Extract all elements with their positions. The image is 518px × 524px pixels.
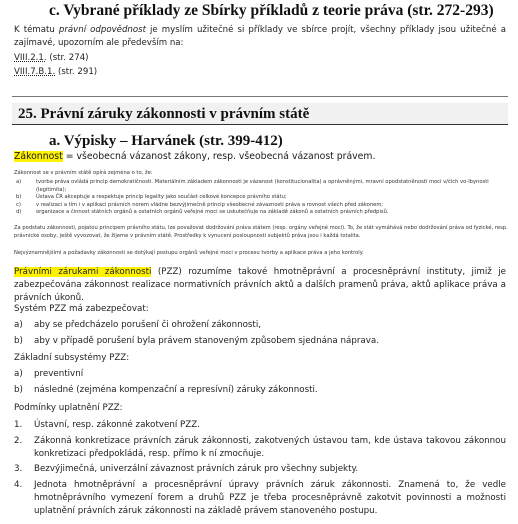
system-label: Systém PZZ má zabezpečovat: <box>14 304 149 314</box>
list-text: následné (zejména kompenzační a represívní) záruky zákonnosti. <box>34 384 318 395</box>
reference-page: (str. 291) <box>55 67 98 77</box>
pzz-text: (PZZ) rozumíme takové hmotněprávní a procesněprávní instituty, jimiž je zabezpečována zákonnost realizace normativních právních aktů a dalších pramenů práva, aktů aplikace práva a právních úkonů. <box>14 267 507 303</box>
definition-text: = všeobecná vázanost zákony, resp. všeobecná vázanost právem. <box>62 151 376 162</box>
list-text: Jednota hmotněprávní a procesněprávní úpravy právních záruk zákonnosti. Znamená to, že vedle hmotněprávního vymezení forem a druhů PZZ je třeba procesněprávně zakotvit povinnosti a možnosti uplatnění právních záruk zákonnosti na základě právem stanoveného postupu. <box>34 479 506 516</box>
small-paragraph: Nejvýznamnějšími a požadavky zákonnosti se dotýkají postupu orgánů veřejné moci v procesu tvorby a aplikace práva a jeho kontroly. <box>14 250 364 256</box>
list-text: tvorba práva ovládá princip demokratičnosti. Materiálním základem zákonnosti je vázanost (konstitucionalita) a oprávněnými, mravní opodstatněností moci v/čích vo-lbynosti (legitimita); <box>36 179 489 193</box>
small-list <box>14 179 510 217</box>
list-item <box>14 385 506 401</box>
intro-before: K tématu <box>14 25 59 35</box>
list-marker: b) <box>14 335 23 346</box>
list-marker: d) <box>16 209 22 215</box>
list-marker: b) <box>14 384 23 395</box>
pzz-term: Právními zárukami zákonnosti <box>14 267 152 277</box>
list-marker: a) <box>16 179 22 185</box>
reference-page: (str. 274) <box>46 53 89 63</box>
subsection-a-heading: a. Výpisky – Harvánek (str. 399-412) <box>49 133 283 149</box>
intro-emphasis: právní odpovědnost <box>58 25 146 35</box>
subsystems-label: Základní subsystémy PZZ: <box>14 353 130 363</box>
small-list-item <box>14 202 510 210</box>
list-text: preventivní <box>34 369 84 379</box>
list-marker: c) <box>16 201 21 208</box>
list-item <box>14 369 506 385</box>
system-list <box>14 320 506 351</box>
list-marker: b) <box>16 194 22 200</box>
pzz-definition <box>14 266 506 305</box>
small-list-item <box>14 209 510 217</box>
list-item <box>14 419 506 432</box>
reference-code[interactable]: VIII.2.1. <box>14 53 47 63</box>
list-marker: a) <box>14 369 23 379</box>
definition-term: Zákonnost <box>14 151 63 162</box>
list-text: organizace a činnost státních orgánů a ostatních orgánů veřejné moci se uskutečňuje na základě zákonů a ostatních právních předpisů. <box>36 209 389 215</box>
list-item <box>14 463 506 476</box>
section-c-heading: c. Vybrané příklady ze Sbírky příkladů z teorie práva (str. 272-293) <box>49 2 494 19</box>
definition-line <box>14 151 375 162</box>
list-item <box>14 320 506 336</box>
small-paragraph: Za podstatu zákonnosti, pojatou principem právního státu, lze považovat dodržování práva státem (resp. orgány veřejné moci). To, že stát vymáhává nebo dodržování práva od fyzické, resp. právnické osoby, ještě vyvozovat, že žijeme v právním státě. Prostředky k vynucení posloupnosti subjektů práva jsou i každá totalita. <box>14 225 508 239</box>
list-marker: 2. <box>14 435 23 446</box>
conditions-list <box>14 419 506 520</box>
small-intro: Zákonnost se v právním státě opírá zejména o to, že: <box>14 170 153 176</box>
list-text: Ústavní, resp. zákonné zakotvení PZZ. <box>34 420 200 430</box>
small-list-item <box>14 179 510 194</box>
list-text: aby v případě porušení byla právem stanoveným způsobem sjednána náprava. <box>34 335 379 346</box>
section-c-intro <box>14 24 506 50</box>
small-list-item <box>14 194 510 202</box>
conditions-label: Podmínky uplatnění PZZ: <box>14 403 123 413</box>
list-text: Zákonná konkretizace právních záruk zákonnosti, zakotvených ústavou tam, kde ústava takovou zákonnou konkretizaci předpokládá, resp. přímo k ní zmocňuje. <box>34 435 506 459</box>
reference-item <box>14 53 89 63</box>
list-text: Bezvýjimečná, univerzální závaznost právních záruk pro všechny subjekty. <box>34 464 359 474</box>
list-marker: 3. <box>14 464 23 474</box>
list-marker: 1. <box>14 420 23 430</box>
list-text: aby se předcházelo porušení či ohrožení zákonnosti, <box>34 320 261 330</box>
list-marker: 4. <box>14 479 23 490</box>
list-item <box>14 479 506 518</box>
list-item <box>14 336 506 352</box>
reference-code[interactable]: VIII.7.B.1. <box>14 67 56 77</box>
list-item <box>14 435 506 461</box>
intro-after: je myslím užitečné si příklady ve sbírce projít, všechny příklady jsou užitečné a zajímavé, upozorním ale především na: <box>14 25 506 48</box>
subsystems-list <box>14 369 506 400</box>
list-text: v realizaci a tím i v aplikaci právních norem vládne bezvýjimečně princip všeobecné závaznosti práva a rovnost všech před zákonem; <box>36 201 384 208</box>
list-marker: a) <box>14 320 23 330</box>
list-text: Ústava ČR akceptuje a respektuje princip legality jako součást celkové koncepce právního státu; <box>36 194 287 200</box>
section-25-heading: 25. Právní záruky zákonnosti v právním státě <box>18 106 310 122</box>
reference-item <box>14 67 97 77</box>
section-divider <box>12 96 508 97</box>
